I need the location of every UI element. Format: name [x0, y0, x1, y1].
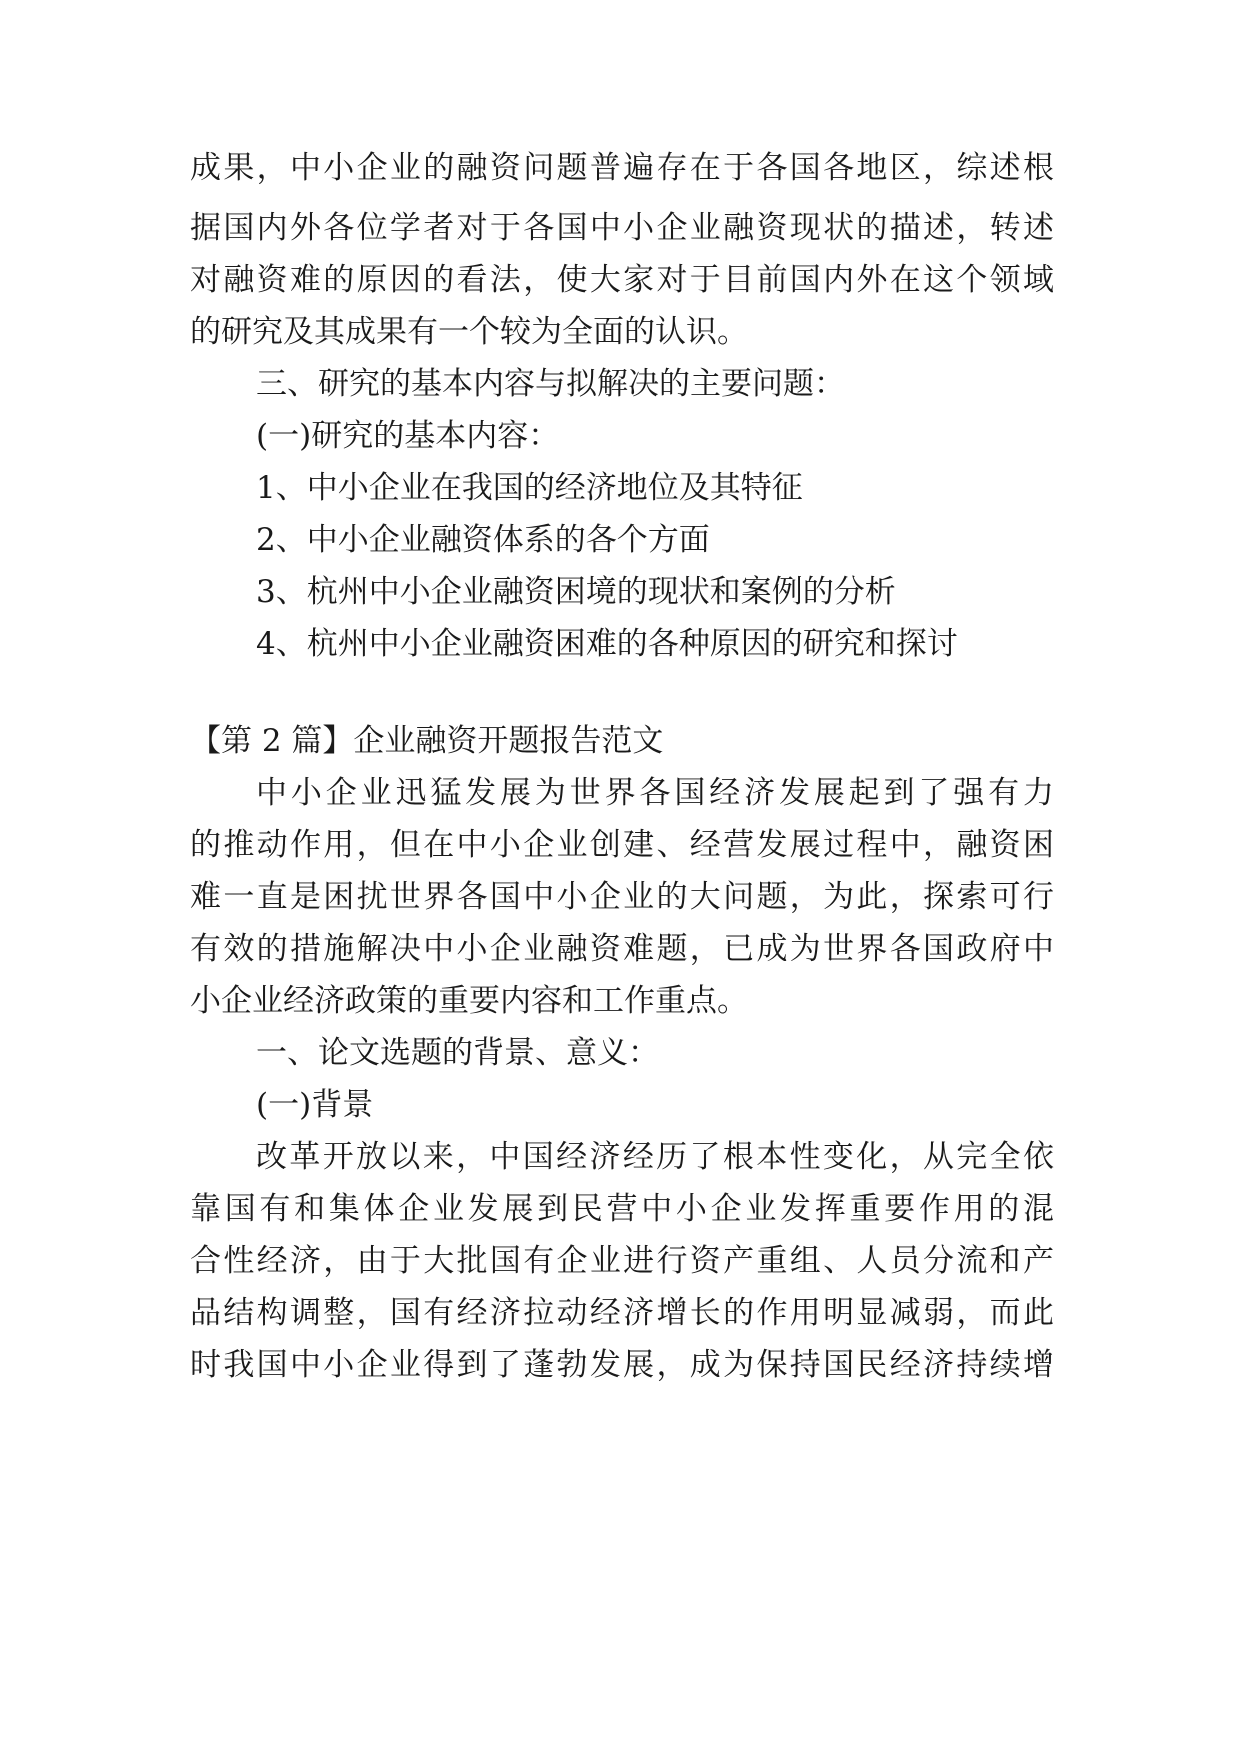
paragraph-line: 的研究及其成果有一个较为全面的认识。: [190, 314, 748, 350]
paragraph-line: 改革开放以来，中国经济经历了根本性变化，从完全依: [256, 1139, 1054, 1175]
article-title: 【第 2 篇】企业融资开题报告范文: [190, 723, 664, 759]
paragraph-line: 中小企业迅猛发展为世界各国经济发展起到了强有力: [256, 775, 1054, 811]
paragraph-line: 对融资难的原因的看法，使大家对于目前国内外在这个领域: [190, 262, 1054, 298]
paragraph-line: 据国内外各位学者对于各国中小企业融资现状的描述，转述: [190, 210, 1054, 246]
paragraph-line: 品结构调整，国有经济拉动经济增长的作用明显减弱，而此: [190, 1295, 1054, 1331]
paragraph-line: 靠国有和集体企业发展到民营中小企业发挥重要作用的混: [190, 1191, 1054, 1227]
list-item: 3、杭州中小企业融资困境的现状和案例的分析: [256, 574, 896, 610]
paragraph-line: 难一直是困扰世界各国中小企业的大问题，为此，探索可行: [190, 879, 1054, 915]
section-heading: 一、论文选题的背景、意义：: [256, 1035, 659, 1071]
paragraph-line: 小企业经济政策的重要内容和工作重点。: [190, 983, 748, 1019]
subsection-heading: (一)研究的基本内容：: [256, 418, 560, 454]
list-item: 2、中小企业融资体系的各个方面: [256, 522, 710, 558]
paragraph-line: 时我国中小企业得到了蓬勃发展，成为保持国民经济持续增: [190, 1347, 1054, 1383]
list-item: 1、中小企业在我国的经济地位及其特征: [256, 470, 803, 506]
section-heading: 三、研究的基本内容与拟解决的主要问题：: [256, 366, 845, 402]
paragraph-line: 的推动作用，但在中小企业创建、经营发展过程中，融资困: [190, 827, 1054, 863]
paragraph-line: 有效的措施解决中小企业融资难题，已成为世界各国政府中: [190, 931, 1054, 967]
list-item: 4、杭州中小企业融资困难的各种原因的研究和探讨: [256, 626, 958, 662]
subsection-heading: (一)背景: [256, 1087, 374, 1123]
paragraph-line: 成果，中小企业的融资问题普遍存在于各国各地区，综述根: [190, 150, 1054, 186]
paragraph-line: 合性经济，由于大批国有企业进行资产重组、人员分流和产: [190, 1243, 1054, 1279]
